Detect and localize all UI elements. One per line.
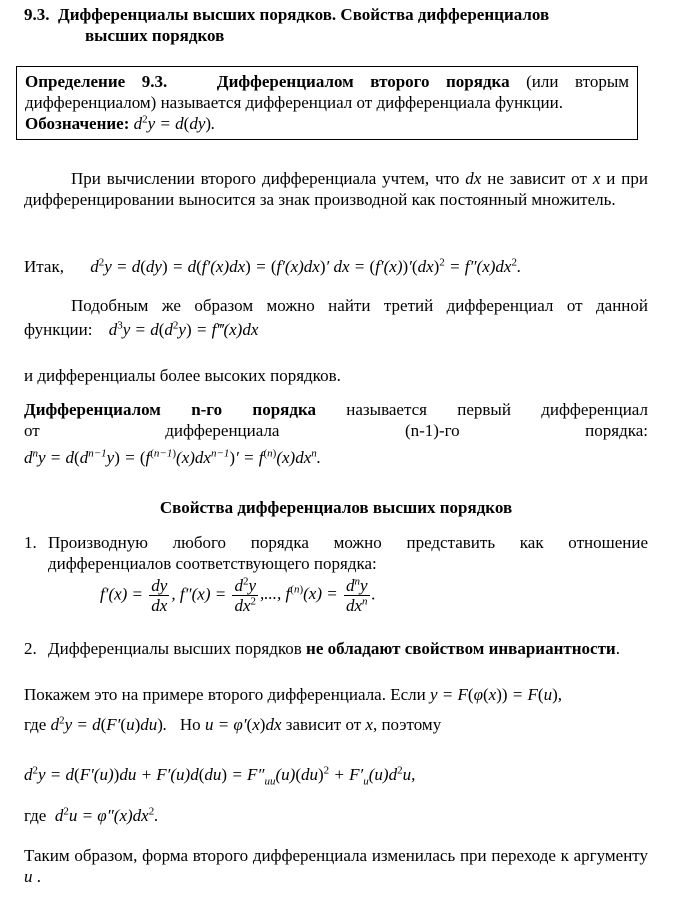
composite-function-formula: y = F(φ(x)) = F(u), — [430, 685, 562, 704]
third-diff-line1: Подобным же образом можно найти третий дифференциал от данной — [71, 296, 648, 315]
property-1 — [24, 532, 648, 574]
u-symbol: u — [24, 867, 33, 886]
section-title-line2: высших порядков — [85, 26, 225, 45]
property-1-text: Производную любого порядка можно представить как отношение дифференциалов соответствующего порядка: — [48, 533, 648, 573]
nth-order-term: Дифференциалом n-го порядка — [24, 400, 316, 419]
d2u-line: где $d^2u = \varphi''(x)dx^2$. — [24, 805, 159, 825]
dx-symbol: dx — [465, 169, 482, 188]
property-2 — [24, 638, 648, 659]
definition-rest2: дифференциалом) называется дифференциал от дифференциала функции. — [25, 93, 563, 112]
second-differential-formula: $d^2y = d(dy) = d(f'(x)dx) = (f'(x)dx)'$ dx = $(f'(x))'(dx)^2 = f''(x)dx^2$. — [90, 256, 522, 276]
second-diff-composite: $d^2y = d(F'(u)du)$. — [50, 714, 168, 734]
notation-label: Обозначение: — [25, 114, 130, 133]
non-invariance-phrase: не обладают свойством инвариантности — [306, 639, 616, 658]
definition-notation — [25, 113, 629, 134]
paragraph-third-differential — [24, 295, 648, 340]
u-expression: u = φ′(x)dx — [204, 715, 282, 734]
derivative-ratio-formula: f′(x) = $\frac{dy}{dx}$ , f″(x) = $\frac{d^2y}{dx^2}$ ,..., $f^{(n)}(x)$ = $\frac{d^ny}{dx^n}$ . — [100, 575, 376, 615]
d2u-formula: $d^2u = \varphi''(x)dx^2$. — [54, 805, 159, 825]
property-2-number: 2. — [24, 639, 37, 658]
section-number: 9.3. — [24, 5, 50, 24]
conclusion-paragraph: Таким образом, форма второго дифференциала изменилась при переходе к аргументу u . — [24, 846, 648, 886]
notation-formula: $d^2y = d(dy)$. — [133, 113, 216, 133]
itak-label: Итак, — [24, 257, 64, 276]
expanded-second-differential: $d^2y = d(F'(u))du + F'(u)d(du) = F''_{uu}(u)(du)^2 + F'_u(u)d^2u$, — [24, 764, 416, 788]
definition-rest1: (или вторым — [509, 72, 630, 91]
nth-order-line2: от дифференциала (n-1)-го порядка: — [24, 421, 648, 440]
nth-order-definition: Дифференциалом n-го порядка называется первый дифференциал от дифференциала (n-1)-го порядка: $d^ny = d(d^{n-1}y) = (f^{(n-1)}(x)dx^{n-1})' = f^{(n)}(x)dx^n$. — [24, 400, 648, 467]
second-differential-row — [24, 256, 648, 277]
definition-box — [16, 66, 638, 140]
example-paragraph: Покажем это на примере второго дифференциала. Если y = F(φ(x)) = F(u), где $d^2y = d(F'(u)du)$. Но u = φ′(x)dx зависит от x, поэтому — [24, 685, 562, 734]
nth-differential-formula: $d^ny = d(d^{n-1}y) = (f^{(n-1)}(x)dx^{n-1})' = f^{(n)}(x)dx^n$. — [24, 447, 321, 467]
definition-label: Определение 9.3. — [25, 72, 168, 91]
definition-term: Дифференциалом второго порядка — [216, 72, 510, 91]
section-title-line1: Дифференциалы высших порядков. Свойства дифференциалов — [58, 5, 550, 24]
property-1-number: 1. — [24, 533, 37, 552]
x-symbol: x — [592, 169, 601, 188]
definition-line1 — [25, 71, 629, 92]
third-differential-formula: $d^3y = d(d^2y)$ = f‴(x)dx — [108, 319, 259, 339]
properties-title: Свойства дифференциалов высших порядков — [159, 498, 513, 517]
higher-orders-text: и дифференциалы более высоких порядков. — [24, 366, 341, 385]
third-diff-line2: функции: $d^3y = d(d^2y)$ = f‴(x)dx — [24, 319, 259, 339]
section-heading — [24, 4, 648, 46]
property-2-text: Дифференциалы высших порядков не обладают свойством инвариантности. — [48, 639, 620, 658]
paragraph-dx-constant: При вычислении второго дифференциала учтем, что dx не зависит от x и при дифференцировании выносится за знак производной как постоянный множитель. — [24, 169, 648, 209]
